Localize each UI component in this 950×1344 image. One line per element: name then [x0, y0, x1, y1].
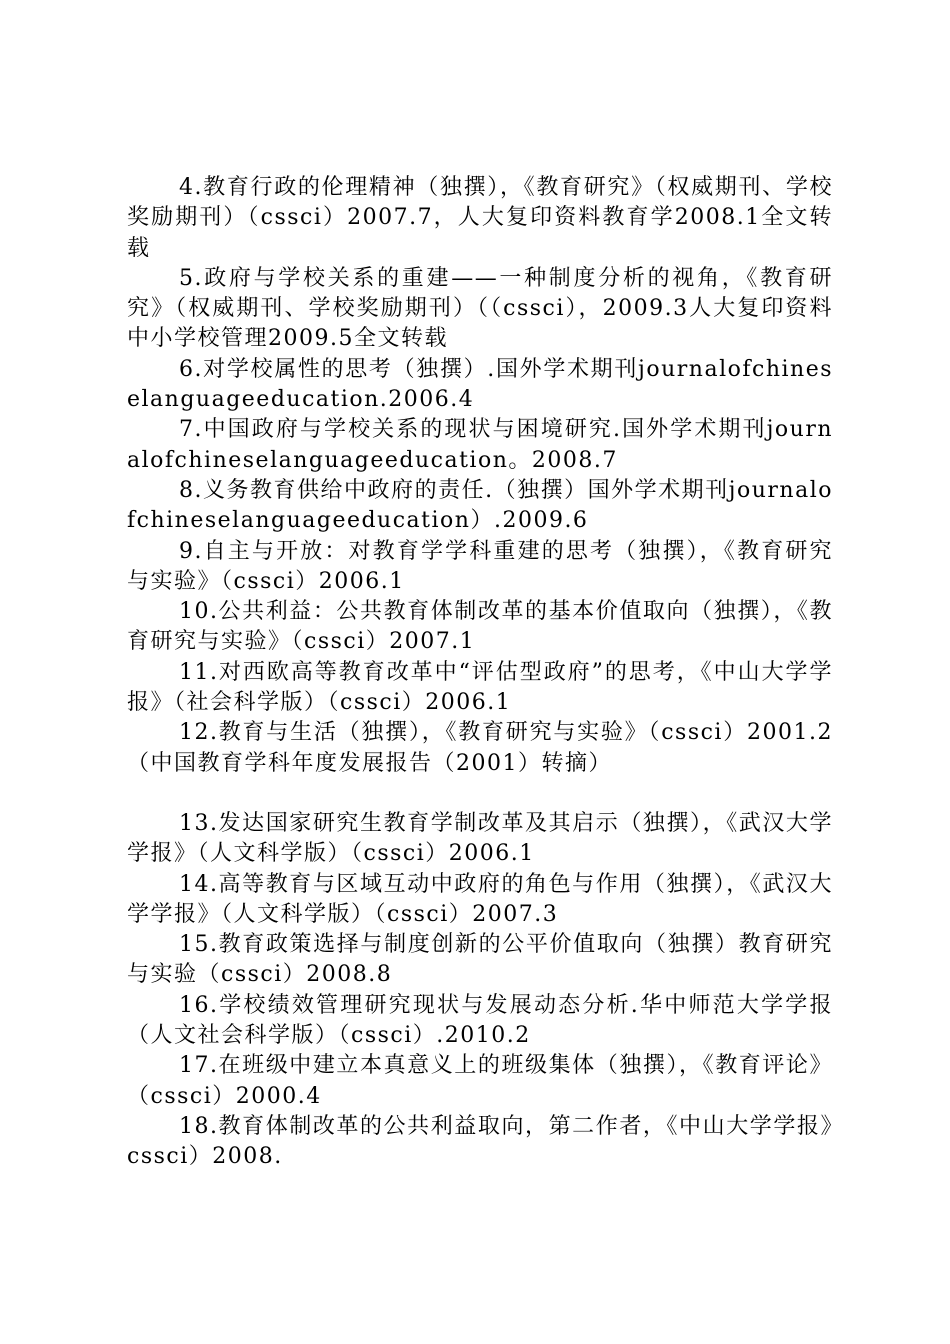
- list-item: 12.教育与生活（独撰），《教育研究与实验》（cssci）2001.2（中国教育学科年度发展报告（2001）转摘）: [127, 720, 833, 776]
- list-item: 4.教育行政的伦理精神（独撰），《教育研究》（权威期刊、学校奖励期刊）（cssci）2007.7，人大复印资料教育学2008.1全文转载: [127, 175, 833, 261]
- list-item: 5.政府与学校关系的重建——一种制度分析的视角，《教育研究》（权威期刊、学校奖励期刊）（（cssci），2009.3人大复印资料中小学校管理2009.5全文转载: [127, 265, 833, 352]
- reference-list: [127, 173, 833, 1173]
- list-item: 14.高等教育与区域互动中政府的角色与作用（独撰），《武汉大学学报》（人文科学版）（cssci）2007.3: [127, 871, 833, 927]
- list-item: 15.教育政策选择与制度创新的公平价值取向（独撰）教育研究与实验（cssci）2008.8: [127, 932, 833, 988]
- list-item: 18.教育体制改革的公共利益取向，第二作者，《中山大学学报》cssci）2008.: [127, 1113, 833, 1170]
- list-item: 13.发达国家研究生教育学制改革及其启示（独撰），《武汉大学学报》（人文科学版）（cssci）2006.1: [127, 810, 833, 867]
- list-item: 8.义务教育供给中政府的责任.（独撰）国外学术期刊journalofchineselanguageeducation）.2009.6: [127, 477, 833, 534]
- list-item: 17.在班级中建立本真意义上的班级集体（独撰），《教育评论》（cssci）2000.4: [127, 1053, 833, 1109]
- list-item: 11.对西欧高等教育改革中“评估型政府”的思考，《中山大学学报》（社会科学版）（cssci）2006.1: [127, 659, 833, 716]
- list-item: 16.学校绩效管理研究现状与发展动态分析.华中师范大学学报（人文社会科学版）（cssci）.2010.2: [127, 992, 833, 1049]
- list-item: 6.对学校属性的思考（独撰）.国外学术期刊journalofchineselanguageeducation.2006.4: [127, 356, 833, 413]
- list-item: 10.公共利益：公共教育体制改革的基本价值取向（独撰），《教育研究与实验》（cssci）2007.1: [127, 599, 833, 655]
- list-item: 9.自主与开放：对教育学学科重建的思考（独撰），《教育研究与实验》（cssci）2006.1: [127, 538, 833, 594]
- list-item: 7.中国政府与学校关系的现状与困境研究.国外学术期刊journalofchineselanguageeducation。2008.7: [127, 417, 833, 473]
